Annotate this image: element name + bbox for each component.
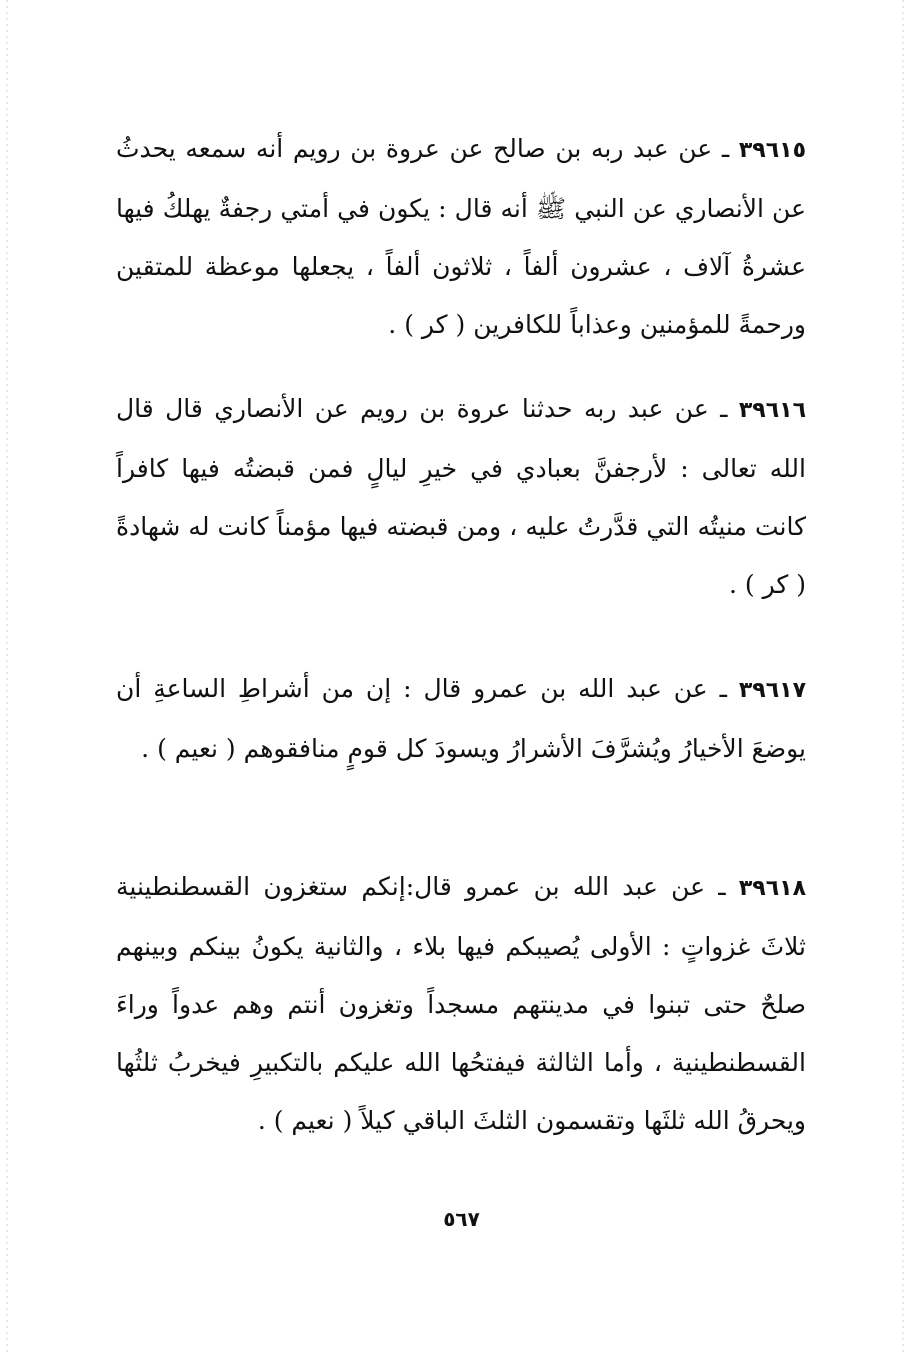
hadith-number: ٣٩٦١٧ — [738, 678, 806, 703]
hadith-39615 — [116, 120, 806, 354]
hadith-39618 — [116, 858, 806, 1150]
scan-edge-left — [6, 0, 8, 1353]
hadith-text: ـ عن عبد ربه بن صالح عن عروة بن رويم أنه سمعه يحدثُ عن الأنصاري عن النبي ﷺ أنه قال : يكون في أمتي رجفةٌ يهلكُ فيها عشرةُ آلاف ، عشرون ألفاً ، ثلاثون ألفاً ، يجعلها موعظة للمتقين ورحمةً للمؤمنين وعذاباً للكافرين ( كر ) . — [116, 134, 806, 339]
hadith-paragraph — [116, 380, 806, 614]
hadith-text: ـ عن عبد الله بن عمرو قال:إنكم ستغزون القسطنطينية ثلاثَ غزواتٍ : الأولى يُصيبكم فيها بلاء ، والثانية يكونُ بينكم وبينهم صلحٌ حتى تبنوا في مدينتهم مسجداً وتغزون أنتم وهم عدواً وراءَ القسطنطينية ، وأما الثالثة فيفتحُها الله عليكم بالتكبيرِ فيخربُ ثلثُها ويحرقُ الله ثلثَها وتقسمون الثلثَ الباقي كيلاً ( نعيم ) . — [116, 872, 806, 1135]
hadith-39616 — [116, 380, 806, 614]
hadith-number: ٣٩٦١٦ — [738, 398, 806, 423]
page-number: ٥٦٧ — [443, 1207, 480, 1231]
hadith-number: ٣٩٦١٨ — [738, 876, 806, 901]
hadith-text: ـ عن عبد الله بن عمرو قال : إن من أشراطِ الساعةِ أن يوضعَ الأخيارُ ويُشرَّفَ الأشرارُ ويسودَ كل قومٍ منافقوهم ( نعيم ) . — [116, 674, 806, 763]
hadith-number: ٣٩٦١٥ — [738, 138, 806, 163]
hadith-paragraph — [116, 858, 806, 1150]
hadith-39617 — [116, 660, 806, 778]
hadith-text: ـ عن عبد ربه حدثنا عروة بن رويم عن الأنصاري قال قال الله تعالى : لأرجفنَّ بعبادي في خيرِ ليالٍ فمن قبضتُه فيها كافراً كانت منيتُه التي قدَّرتُ عليه ، ومن قبضته فيها مؤمناً كانت له شهادةً ( كر ) . — [116, 394, 806, 599]
hadith-paragraph — [116, 660, 806, 778]
hadith-paragraph — [116, 120, 806, 354]
scan-edge-right — [902, 0, 904, 1353]
